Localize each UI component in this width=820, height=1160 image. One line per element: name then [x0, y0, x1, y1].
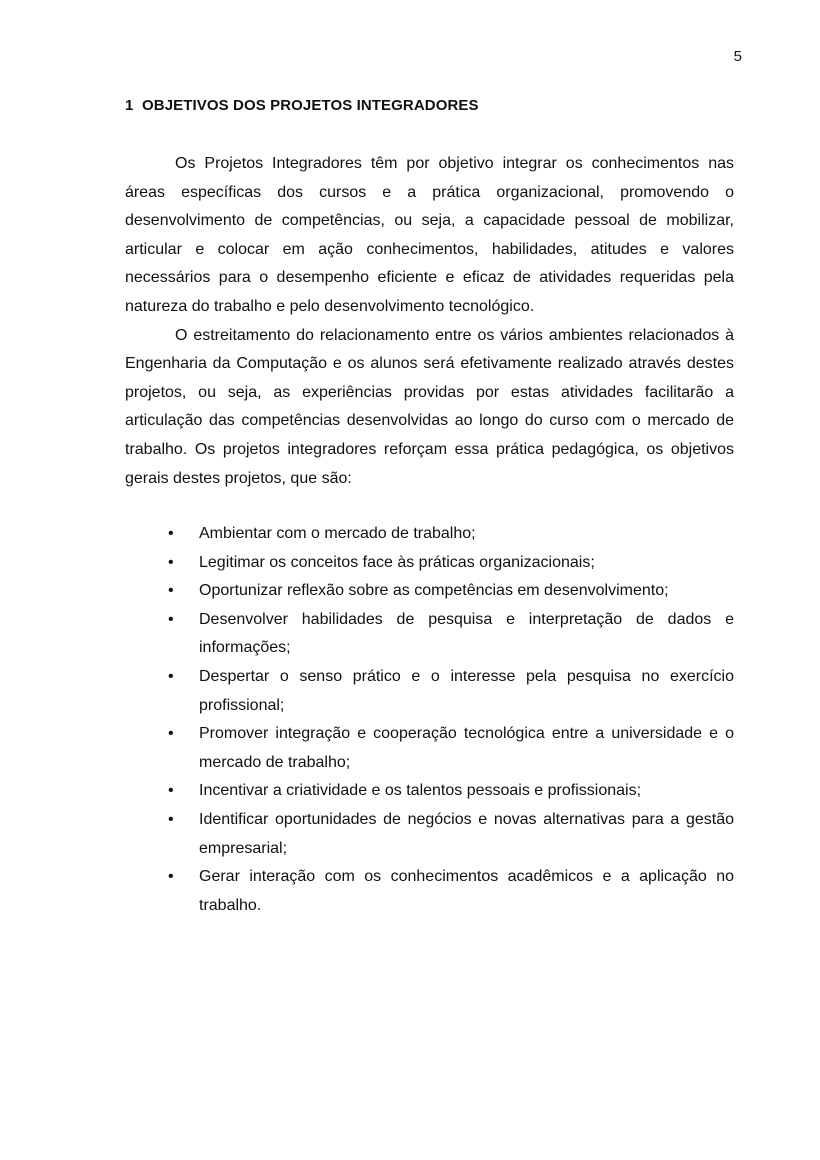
list-item: [168, 577, 734, 606]
page-number: 5: [733, 48, 742, 65]
list-item-text: Legitimar os conceitos face às práticas organizacionais;: [199, 553, 595, 571]
section-title: OBJETIVOS DOS PROJETOS INTEGRADORES: [142, 97, 479, 114]
bullet-icon: •: [168, 553, 174, 571]
bullet-icon: •: [168, 582, 174, 600]
bullet-icon: •: [168, 667, 174, 685]
bullet-icon: •: [168, 525, 174, 542]
body-text: [125, 150, 734, 493]
bullet-icon: •: [168, 810, 174, 828]
list-item-text: Desenvolver habilidades de pesquisa e interpretação de dados e informações;: [199, 610, 734, 657]
list-item: [168, 520, 734, 549]
paragraph: Os Projetos Integradores têm por objetivo integrar os conhecimentos nas áreas específicas dos cursos e a prática organizacional, promovendo o desenvolvimento de competências, ou seja, a capacidade pessoal de mobilizar, articular e colocar em ação conhecimentos, habilidades, atitudes e valores necessários para o desempenho eficiente e eficaz de atividades requeridas pela natureza do trabalho e pelo desenvolvimento tecnológico.: [125, 155, 734, 315]
list-item-text: Identificar oportunidades de negócios e novas alternativas para a gestão empresarial;: [199, 810, 734, 857]
objectives-list: [168, 520, 734, 920]
list-item: [168, 663, 734, 720]
list-item: [168, 549, 734, 578]
paragraph: O estreitamento do relacionamento entre os vários ambientes relacionados à Engenharia da Computação e os alunos será efetivamente realizado através destes projetos, ou seja, as experiências providas por estas atividades facilitarão a articulação das competências desenvolvidas ao longo do curso com o mercado de trabalho. Os projetos integradores reforçam essa prática pedagógica, os objetivos gerais destes projetos, que são:: [125, 326, 734, 487]
bullet-icon: •: [168, 725, 174, 743]
bullet-icon: •: [168, 782, 174, 800]
list-item-text: Oportunizar reflexão sobre as competências em desenvolvimento;: [199, 582, 669, 600]
section-number: 1: [125, 97, 134, 114]
list-item: [168, 863, 734, 920]
list-item-text: Promover integração e cooperação tecnológica entre a universidade e o mercado de trabalho;: [199, 725, 734, 771]
list-item: [168, 720, 734, 777]
list-item-text: Despertar o senso prático e o interesse pela pesquisa no exercício profissional;: [199, 667, 734, 714]
list-item-text: Gerar interação com os conhecimentos acadêmicos e a aplicação no trabalho.: [199, 868, 734, 914]
list-item: [168, 806, 734, 863]
list-item-text: Incentivar a criatividade e os talentos pessoais e profissionais;: [199, 782, 642, 800]
list-item: [168, 606, 734, 663]
list-item-text: Ambientar com o mercado de trabalho;: [199, 525, 476, 542]
bullet-icon: •: [168, 868, 174, 886]
list-item: [168, 777, 734, 806]
section-heading: [125, 97, 479, 114]
bullet-icon: •: [168, 610, 174, 628]
